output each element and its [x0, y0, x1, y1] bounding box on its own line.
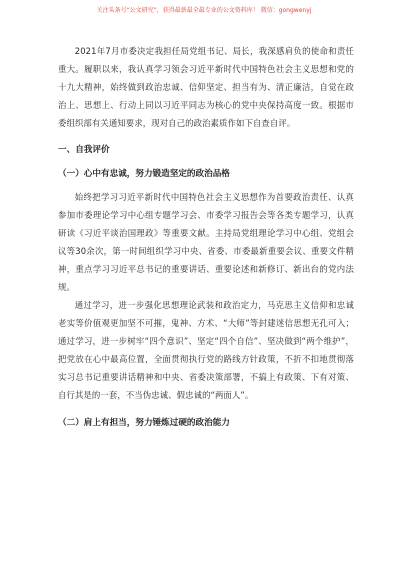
subsection-heading: （一）心中有忠诚，努力锻造坚定的政治品格: [58, 169, 230, 179]
intro-paragraph: 2021年7月市委决定我担任局党组书记、局长，我深感肩负的使命和责任重大。履职以来，我认真学习领会习近平新时代中国特色社会主义思想和党的十九大精神，始终做到政治忠诚、信仰坚定、担当有为、清正廉洁，自觉在政治上、思想上、行动上同以习近平同志为核心的党中央保持高度一致。根据市委组织部有关通知要求，现对自己的政治素质作如下自查自评。: [58, 46, 354, 128]
body-paragraph: 通过学习，进一步强化思想理论武装和政治定力，马克思主义信仰和忠诚老实等价值观更加坚不可摧，鬼神、方术、“大师”等封建迷信思想无孔可入；通过学习，进一步树牢“四个意识”、坚定“四个自信”、坚决做到“两个维护”，把党放在心中最高位置，全面贯彻执行党的路线方针政策，不折不扣地贯彻落实习总书记重要讲话精神和中央、省委决策部署，不搞上有政策、下有对策、自行其是的一套，不当伪忠诚、假忠诚的“两面人”。: [58, 300, 354, 400]
section-heading: 一、自我评价: [58, 145, 110, 155]
subsection-heading: （二）肩上有担当，努力锤炼过硬的政治能力: [58, 418, 230, 428]
header-banner: 关注头条号“公文研究”，获得最新最全最专业的公文资料库！ 微信：gongwenyj: [96, 7, 312, 14]
body-paragraph: 始终把学习习近平新时代中国特色社会主义思想作为首要政治责任、认真参加市委理论学习中心组专题学习会、市委学习报告会等各类专题学习，认真研读《习近平谈治国理政》等重要文献。主持局党组理论学习中心组、党组会议等30余次，第一时间组织学习中央、省委、市委最新重要会议、重要文件精神，重点学习习近平总书记的重要讲话、重要论述和新修订、新出台的党内法规。: [58, 192, 354, 292]
document-body: [58, 42, 354, 437]
